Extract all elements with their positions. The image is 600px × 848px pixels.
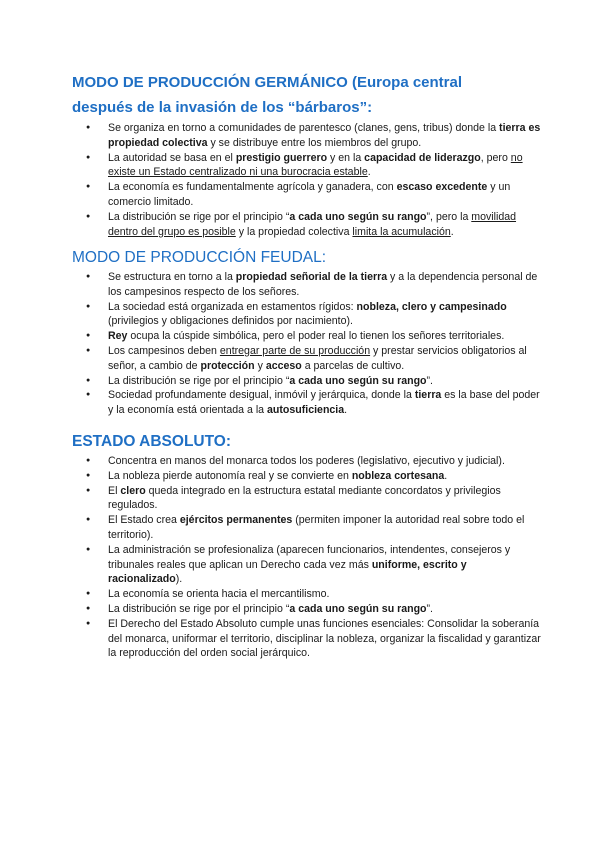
bold-text: nobleza, clero y campesinado <box>356 300 507 313</box>
bold-text: clero <box>120 484 146 497</box>
underlined-text: entregar parte de su producción <box>219 344 371 357</box>
list-item <box>72 151 542 181</box>
bold-text: prestigio guerrero <box>235 151 328 164</box>
text-run: y <box>254 359 266 372</box>
bullet-list <box>72 270 542 418</box>
text-run: El Estado crea <box>108 514 180 527</box>
text-run: (permiten imponer la autoridad real sobre todo el territorio). <box>108 514 525 541</box>
text-run: Concentra en manos del monarca todos los poderes (legislativo, ejecutivo y judicial). <box>108 455 505 467</box>
underlined-text: limita la acumulación <box>352 225 451 238</box>
section-title: MODO DE PRODUCCIÓN FEUDAL: <box>72 249 327 266</box>
bullet-list <box>72 121 542 239</box>
bold-text: Rey <box>108 330 128 343</box>
text-run: ”, pero la <box>426 210 472 223</box>
list-item <box>72 300 542 330</box>
text-run: Los campesinos deben <box>108 344 220 357</box>
bold-text: autosuficiencia <box>267 404 345 417</box>
list-item <box>72 329 542 344</box>
text-run: . <box>367 166 371 179</box>
bold-text: tierra es propiedad colectiva <box>108 122 541 149</box>
bold-text: ejércitos permanentes <box>179 514 293 527</box>
text-run: ”. <box>426 374 434 387</box>
title-line-1: MODO DE PRODUCCIÓN GERMÁNICO (Europa central <box>72 74 463 91</box>
text-run: . <box>344 404 348 417</box>
underlined-text: movilidad dentro del grupo es posible <box>108 210 517 238</box>
text-run: Se estructura en torno a la <box>108 271 236 283</box>
text-run: La distribución se rige por el principio “ <box>108 210 290 223</box>
underlined-text: no existe un Estado centralizado ni una burocracia estable <box>108 151 523 179</box>
bullet-list <box>72 454 542 661</box>
text-run: y se distribuye entre los miembros del grupo. <box>207 136 422 149</box>
bold-text: nobleza cortesana <box>351 469 445 482</box>
text-run: La nobleza pierde autonomía real y se convierte en <box>108 469 352 482</box>
bold-text: uniforme, escrito y racionalizado <box>108 558 467 586</box>
text-run: y la propiedad colectiva <box>235 225 353 238</box>
section-title <box>72 72 542 118</box>
list-item <box>72 210 542 240</box>
text-run: y a la dependencia personal de los campesinos respecto de los señores. <box>108 271 538 298</box>
section-absoluto <box>72 432 542 661</box>
bold-text: capacidad de liderazgo <box>364 151 481 164</box>
text-run: ). <box>175 573 183 586</box>
section-feudal <box>72 248 542 418</box>
text-run: La economía se orienta hacia el mercantilismo. <box>108 588 330 601</box>
text-run: queda integrado en la estructura estatal mediante concordatos y privilegios regulados. <box>108 484 501 512</box>
bold-text: protección <box>200 359 255 372</box>
text-run: y prestar servicios obligatorios al señor, a cambio de <box>108 344 527 372</box>
list-item <box>72 344 542 374</box>
text-run: El Derecho del Estado Absoluto cumple unas funciones esenciales: Consolidar la soberanía del monarca, uniformar el territorio, disciplinar la nobleza, organizar la fiscalidad y garantizar la reproducción del orden social jerárquico. <box>108 617 541 660</box>
section-germanico <box>72 72 542 239</box>
bold-text: acceso <box>265 359 302 372</box>
list-item <box>72 602 542 617</box>
text-run: . <box>450 225 454 238</box>
list-item <box>72 180 542 210</box>
bold-text: a cada uno según su rango <box>289 374 427 387</box>
bold-text: a cada uno según su rango <box>289 602 427 615</box>
text-run: . <box>444 469 448 482</box>
bold-text: tierra <box>414 389 442 402</box>
text-run: La economía es fundamentalmente agrícola y ganadera, con <box>108 181 397 194</box>
title-line-2: después de la invasión de los “bárbaros”: <box>72 99 373 116</box>
text-run: La distribución se rige por el principio “ <box>108 374 290 387</box>
list-item <box>72 513 542 543</box>
text-run: La autoridad se basa en el <box>108 151 236 164</box>
text-run: ocupa la cúspide simbólica, pero el poder real lo tienen los señores territoriales. <box>127 330 505 343</box>
list-item <box>72 454 542 469</box>
bold-text: escaso excedente <box>396 181 488 194</box>
text-run: La distribución se rige por el principio “ <box>108 602 290 615</box>
list-item <box>72 587 542 602</box>
text-run: a parcelas de cultivo. <box>301 359 405 372</box>
list-item <box>72 270 542 300</box>
list-item <box>72 484 542 514</box>
text-run: (privilegios y obligaciones definidos por nacimiento). <box>108 315 353 328</box>
list-item <box>72 617 542 661</box>
text-run: , pero <box>480 151 511 164</box>
text-run: y en la <box>327 151 365 164</box>
section-title: ESTADO ABSOLUTO: <box>72 433 232 450</box>
text-run: y un comercio limitado. <box>108 181 511 208</box>
list-item <box>72 543 542 587</box>
text-run: Se organiza en torno a comunidades de parentesco (clanes, gens, tribus) donde la <box>108 122 500 134</box>
list-item <box>72 388 542 418</box>
text-run: es la base del poder y la economía está orientada a la <box>108 389 540 417</box>
list-item <box>72 374 542 389</box>
text-run: El <box>108 484 121 497</box>
list-item <box>72 121 542 151</box>
bold-text: propiedad señorial de la tierra <box>235 271 388 283</box>
text-run: La administración se profesionaliza (aparecen funcionarios, intendentes, consejeros y tribunales reales que aplican un Derecho cada vez más <box>108 543 511 571</box>
text-run: Sociedad profundamente desigual, inmóvil y jerárquica, donde la <box>108 389 415 402</box>
text-run: ”. <box>426 602 434 615</box>
text-run: La sociedad está organizada en estamentos rígidos: <box>108 300 357 313</box>
list-item <box>72 469 542 484</box>
bold-text: a cada uno según su rango <box>289 210 427 223</box>
